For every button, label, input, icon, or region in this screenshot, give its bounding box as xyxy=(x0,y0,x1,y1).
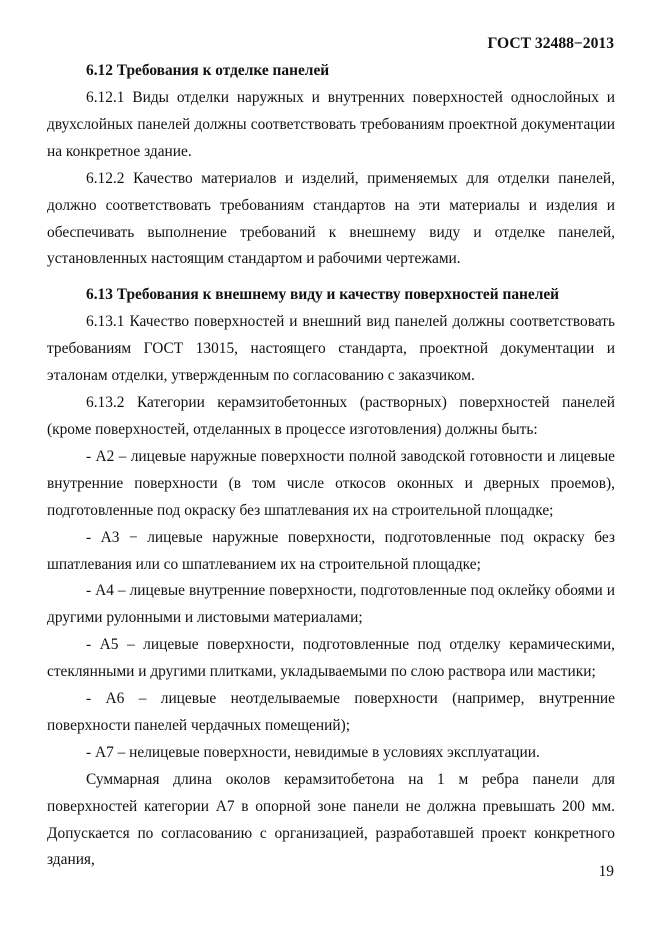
section-heading-6-12: 6.12 Требования к отделке панелей xyxy=(86,62,330,79)
list-item-a7: - А7 – нелицевые поверхности, невидимые в условиях эксплуатации. xyxy=(86,743,540,761)
paragraph-chips-length: Суммарная длина околов керамзитобетона на 1 м ребра панели для поверхностей категории А7 в опорной зоне панели не должна превышать 200 мм. Допускается по согласованию с организацией, разработавшей проект конкретного здания, xyxy=(47,770,615,869)
list-item-a6: - А6 – лицевые неотделываемые поверхности (например, внутренние поверхности панелей чердачных помещений); xyxy=(47,690,615,734)
list-item-a5: - А5 – лицевые поверхности, подготовленные под отделку керамическими, стеклянными и другими плитками, укладываемыми по слою раствора или мастики; xyxy=(47,636,615,681)
section-gap xyxy=(47,273,615,282)
document-body xyxy=(47,58,615,874)
paragraph-6-13-2: 6.13.2 Категории керамзитобетонных (растворных) поверхностей панелей (кроме поверхностей, отделанных в процессе изготовления) должны быть: xyxy=(47,394,615,438)
list-item-a2: - А2 – лицевые наружные поверхности полной заводской готовности и лицевые внутренние поверхности (в том числе откосов оконных и дверных проемов), подготовленные под окраску без шпатлевания их на строительной площадке; xyxy=(47,447,615,519)
page-number: 19 xyxy=(598,863,614,880)
list-item-a3: - А3 − лицевые наружные поверхности, подготовленные под окраску без шпатлевания или со шпатлеванием их на строительной площадке; xyxy=(47,528,615,573)
document-code: ГОСТ 32488−2013 xyxy=(487,35,614,52)
section-heading-6-13: 6.13 Требования к внешнему виду и качеству поверхностей панелей xyxy=(86,286,560,304)
list-item-a4: - А4 – лицевые внутренние поверхности, подготовленные под оклейку обоями и другими рулонными и листовыми материалами; xyxy=(47,582,615,627)
paragraph-6-13-1: 6.13.1 Качество поверхностей и внешний вид панелей должны соответствовать требованиям ГОСТ 13015, настоящего стандарта, проектной документации и эталонам отделки, утвержденным по согласованию с заказчиком. xyxy=(47,313,615,385)
paragraph-6-12-1: 6.12.1 Виды отделки наружных и внутренних поверхностей однослойных и двухслойных панелей должны соответствовать требованиям проектной документации на конкретное здание. xyxy=(47,89,615,160)
paragraph-6-12-2: 6.12.2 Качество материалов и изделий, применяемых для отделки панелей, должно соответствовать требованиям стандартов на эти материалы и изделия и обеспечивать выполнение требований к внешнему виду и отделке панелей, установленных настоящим стандартом и рабочими чертежами. xyxy=(47,169,615,268)
